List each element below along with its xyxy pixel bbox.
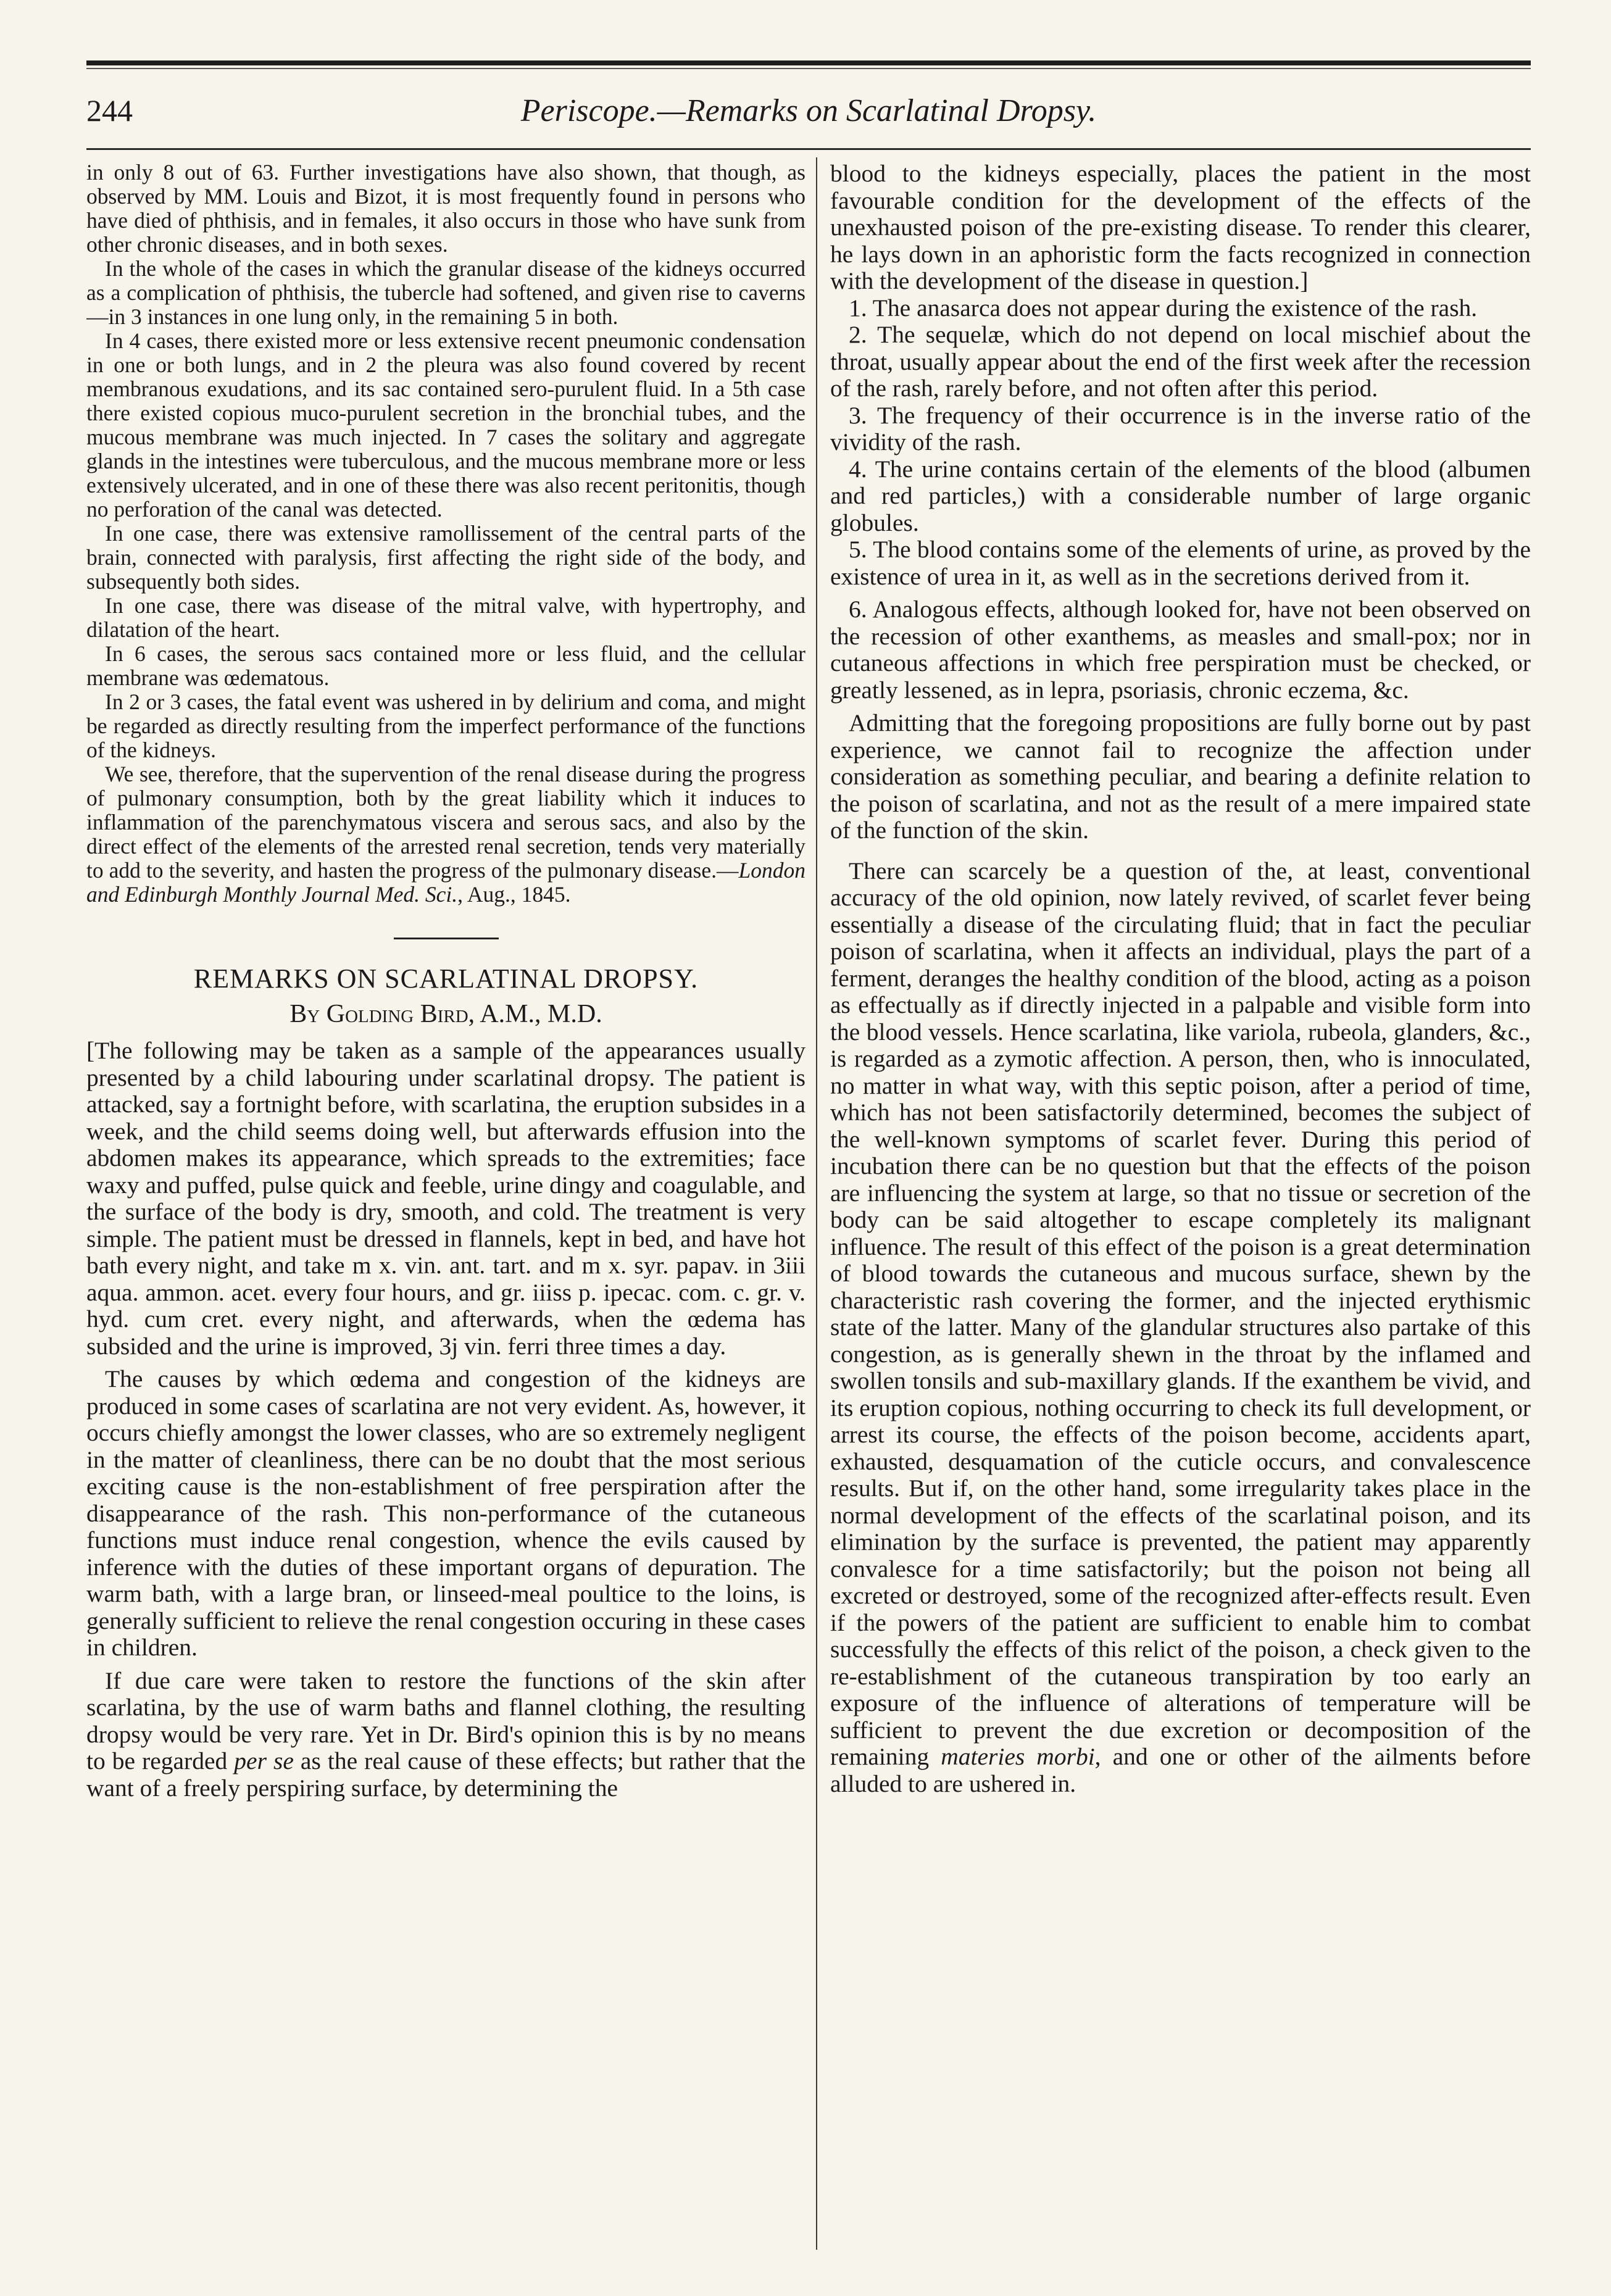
italic-phrase: per se	[234, 1747, 294, 1774]
proposition: 4. The urine contains certain of the elements of the blood (albumen and red particles,) with a considerable number of large organic globules.	[830, 455, 1531, 536]
header-rule	[86, 148, 1531, 150]
paragraph: In the whole of the cases in which the granular disease of the kidneys occurred as a complication of phthisis, the tubercle had softened, and given rise to caverns—in 3 instances in one lung only, in the remaining 5 in both.	[86, 256, 806, 329]
paragraph: in only 8 out of 63. Further investigations have also shown, that though, as observed by MM. Louis and Bizot, it is most frequently found in persons who have died of phthisis, and in females, it also occurs in those who have sunk from other chronic diseases, and in both sexes.	[86, 160, 806, 257]
running-title: Periscope.—Remarks on Scarlatinal Dropsy.	[520, 93, 1097, 128]
paragraph-text: We see, therefore, that the supervention of the renal disease during the progress of pulmonary consumption, both by the great liability which it induces to inflammation of the parenchymatous viscera and serous sacs, and also by the direct effect of the elements of the arrested renal secretion, tends very materially to add to the severity, and hasten the progress of the pulmonary disease.—	[86, 762, 806, 883]
previous-article-text	[86, 160, 806, 907]
proposition: 1. The anasarca does not appear during the existence of the rash.	[849, 294, 1478, 322]
paragraph-with-citation	[86, 762, 806, 907]
paragraph-text: as the real cause of these effects; but rather that the want of a freely perspiring surface, by determining the	[86, 1747, 806, 1802]
section-title: REMARKS ON SCARLATINAL DROPSY.	[193, 963, 699, 994]
paragraph: In 2 or 3 cases, the fatal event was ushered in by delirium and coma, and might be regarded as directly resulting from the imperfect performance of the functions of the kidneys.	[86, 689, 806, 762]
left-column	[86, 160, 806, 2271]
proposition: 6. Analogous effects, although looked for, have not been observed on the recession of other exanthems, as measles and small-pox; nor in cutaneous affections in which free perspiration must be checked, or greatly lessened, as in lepra, psoriasis, chronic eczema, &c.	[830, 596, 1531, 704]
paragraph: In 4 cases, there existed more or less extensive recent pneumonic condensation in one or both lungs, and in 2 the pleura was also found covered by recent membranous exudations, and its sac contained sero-purulent fluid. In a 5th case there existed copious muco-purulent secretion in the bronchial tubes, and the mucous membrane was much injected. In 7 cases the solitary and aggregate glands in the intestines were tuberculous, and the mucous membrane more or less extensively ulcerated, and in one of these there was also recent peritonitis, though no perforation of the canal was detected.	[86, 328, 806, 522]
proposition: 2. The sequelæ, which do not depend on local mischief about the throat, usually appear about the end of the first week after the recession of the rash, rarely before, and not often after this period.	[830, 321, 1531, 402]
paragraph: In one case, there was extensive ramollissement of the central parts of the brain, connected with paralysis, first affecting the right side of the body, and subsequently both sides.	[86, 521, 806, 594]
article-body-left	[86, 1038, 806, 1802]
paragraph	[830, 858, 1531, 1798]
top-border-rule-thin	[86, 68, 1531, 69]
paragraph: [The following may be taken as a sample of the appearances usually presented by a child labouring under scarlatinal dropsy. The patient is attacked, say a fortnight before, with scarlatina, the eruption subsides in a week, and the child seems doing well, but afterwards effusion into the abdomen makes its appearance, which spreads to the extremities; face waxy and puffed, pulse quick and feeble, urine dingy and coagulable, and the surface of the body is dry, smooth, and cold. The treatment is very simple. The patient must be dressed in flannels, kept in bed, and have hot bath every night, and take m x. vin. ant. tart. and m x. syr. papav. in 3iii aqua. ammon. acet. every four hours, and gr. iiiss p. ipecac. com. c. gr. v. hyd. cum cret. every night, and afterwards, when the œdema has subsided and the urine is improved, 3j vin. ferri three times a day.	[86, 1037, 806, 1360]
proposition: 5. The blood contains some of the elements of urine, as proved by the existence of urea in it, as well as in the secretions derived from it.	[830, 536, 1531, 590]
page-number: 244	[86, 93, 133, 128]
citation-journal: London and Edinburgh Monthly Journal Med. Sci.	[86, 858, 806, 907]
top-border-rule	[86, 60, 1531, 65]
paragraph: blood to the kidneys especially, places the patient in the most favourable condition for the development of the effects of the unexhausted poison of the pre-existing disease. To render this clearer, he lays down in an aphoristic form the facts recognized in connection with the development of the disease in question.]	[830, 160, 1531, 294]
paragraph: In one case, there was disease of the mitral valve, with hypertrophy, and dilatation of the heart.	[86, 593, 806, 642]
paragraph: The causes by which œdema and congestion of the kidneys are produced in some cases of scarlatina are not very evident. As, however, it occurs chiefly amongst the lower classes, who are so extremely negligent in the matter of cleanliness, there can be no doubt that the most serious exciting cause is the non-establishment of free perspiration after the disappearance of the rash. This non-performance of the cutaneous functions must induce renal congestion, whence the evils caused by inference with the duties of these important organs of depuration. The warm bath, with a large bran, or linseed-meal poultice to the loins, is generally sufficient to relieve the renal congestion occuring in these cases in children.	[86, 1365, 806, 1661]
proposition: 3. The frequency of their occurrence is in the inverse ratio of the vividity of the rash.	[830, 401, 1531, 455]
article-body-right	[830, 160, 1531, 1797]
page-header	[86, 93, 1531, 136]
section-separator	[394, 938, 499, 939]
paragraph	[86, 1668, 806, 1802]
right-column	[830, 160, 1531, 2271]
citation-date: , Aug., 1845.	[457, 882, 571, 907]
paragraph-text: , and one or other of the ailments before alluded to are ushered in.	[830, 1743, 1531, 1797]
paragraph: Admitting that the foregoing propositions are fully borne out by past experience, we cannot fail to recognize the affection under consideration as something peculiar, and bearing a definite relation to the poison of scarlatina, and not as the result of a mere impaired state of the function of the skin.	[830, 709, 1531, 844]
paragraph-text: If due care were taken to restore the functions of the skin after scarlatina, by the use of warm baths and flannel clothing, the resulting dropsy would be very rare. Yet in Dr. Bird's opinion this is by no means to be regarded	[86, 1666, 806, 1774]
column-divider	[816, 157, 817, 2250]
author-byline: By Golding Bird, A.M., M.D.	[289, 1000, 602, 1028]
italic-phrase: materies morbi	[941, 1743, 1095, 1770]
paragraph-text: There can scarcely be a question of the, at least, conventional accuracy of the old opinion, now lately revived, of scarlet fever being essentially a disease of the circulating fluid; that in fact the peculiar poison of scarlatina, when it affects an individual, plays the part of a ferment, deranges the healthy condition of the blood, acting as a poison as effectually as if directly injected in a palpable and visible form into the blood vessels. Hence scarlatina, like variola, rubeola, glanders, &c., is regarded as a zymotic affection. A person, then, who is innoculated, no matter in what way, with this septic poison, after a period of time, which has not been satisfactorily determined, becomes the subject of the well-known symptoms of scarlet fever. During this period of incubation there can be no question but that the effects of the poison are influencing the system at large, so that no tissue or secretion of the body can be said altogether to escape completely its malignant influence. The result of this effect of the poison is a great determination of blood towards the cutaneous and mucous surface, shewn by the characteristic rash covering the former, and the injected erythismic state of the latter. Many of the glandular structures also partake of this congestion, as is generally shewn in the throat by the inflamed and swollen tonsils and sub-maxillary glands. If the exanthem be vivid, and its eruption copious, nothing occurring to check its full development, or arrest its course, the effects of the poison become, accidents apart, exhausted, desquamation of the cuticle occurs, and convalescence results. But if, on the other hand, some irregularity takes place in the normal development of the effects of the scarlatinal poison, and its elimination by the surface is prevented, the patient may apparently convalesce for a time satisfactorily; but the poison not being all excreted or destroyed, some of the recognized after-effects result. Even if the powers of the patient are sufficient to enable him to combat successfully the effects of this relict of the poison, a check given to the re-establishment of the cutaneous transpiration by too early an exposure of the influence of alterations of temperature will be sufficient to prevent the due excretion or decomposition of the remaining	[830, 857, 1531, 1770]
paragraph: In 6 cases, the serous sacs contained more or less fluid, and the cellular membrane was œdematous.	[86, 641, 806, 690]
